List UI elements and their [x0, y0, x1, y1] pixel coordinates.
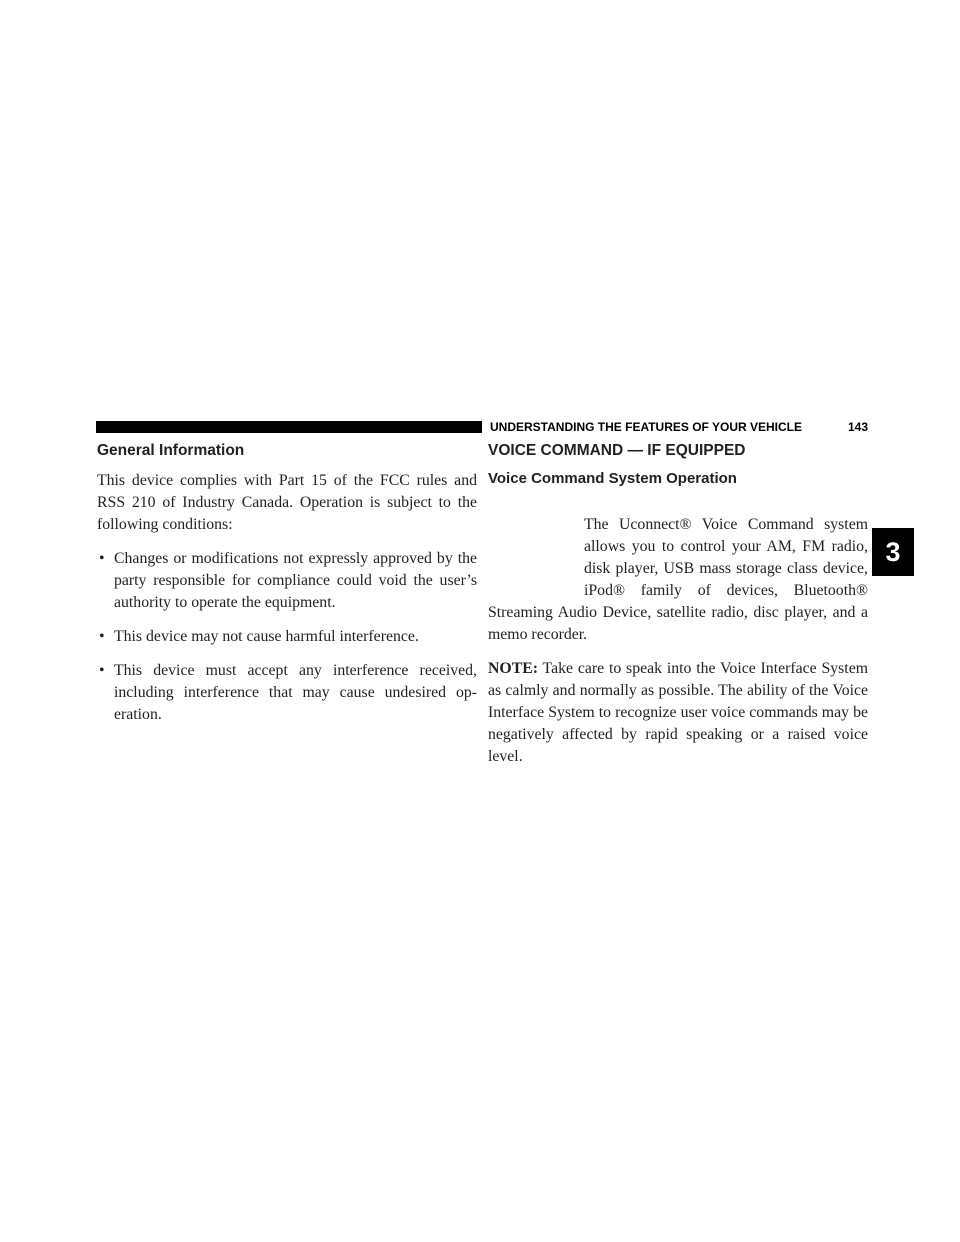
section-heading-general-information: General Information	[97, 442, 245, 459]
note-label: NOTE:	[488, 660, 539, 677]
list-item	[97, 660, 477, 726]
right-column	[488, 440, 868, 768]
list-item-text: This device must accept any interference received, including interference that may cause undesired op-eration.	[114, 662, 477, 723]
list-item-text: This device may not cause harmful interference.	[114, 628, 419, 645]
conditions-list	[97, 548, 477, 726]
subsection-heading-voice-command-operation: Voice Command System Operation	[488, 470, 737, 487]
section-heading-voice-command: VOICE COMMAND — IF EQUIPPED	[488, 442, 746, 459]
voice-command-icon-placeholder	[488, 514, 584, 602]
voice-command-paragraph: The Uconnect® Voice Command system allows you to control your AM, FM radio, disk player, USB mass storage class device, iPod® family of devices, Bluetooth® Streaming Audio Device, satellite radio, disc player, and a memo recorder.	[488, 516, 868, 643]
running-header	[490, 419, 868, 435]
chapter-tab: 3	[872, 528, 914, 576]
intro-paragraph: This device complies with Part 15 of the FCC rules and RSS 210 of Industry Canada. Operation is subject to the following conditions:	[97, 472, 477, 533]
list-item-text: Changes or modifications not expressly approved by the party responsible for compliance could void the user’s authority to operate the equipment.	[114, 550, 477, 611]
list-item	[97, 548, 477, 614]
note-paragraph	[488, 658, 868, 768]
page-number: 143	[847, 420, 868, 434]
header-bar	[96, 421, 482, 433]
left-column	[97, 440, 477, 726]
header-title: UNDERSTANDING THE FEATURES OF YOUR VEHICLE	[490, 420, 803, 434]
bullet-icon: •	[99, 662, 105, 679]
bullet-icon: •	[99, 628, 105, 645]
list-item	[97, 626, 477, 648]
bullet-icon: •	[99, 550, 105, 567]
note-text: Take care to speak into the Voice Interface System as calmly and normally as possible. The ability of the Voice Interface System to recognize user voice commands may be negatively affected by rapid speaking or a raised voice level.	[488, 660, 868, 765]
